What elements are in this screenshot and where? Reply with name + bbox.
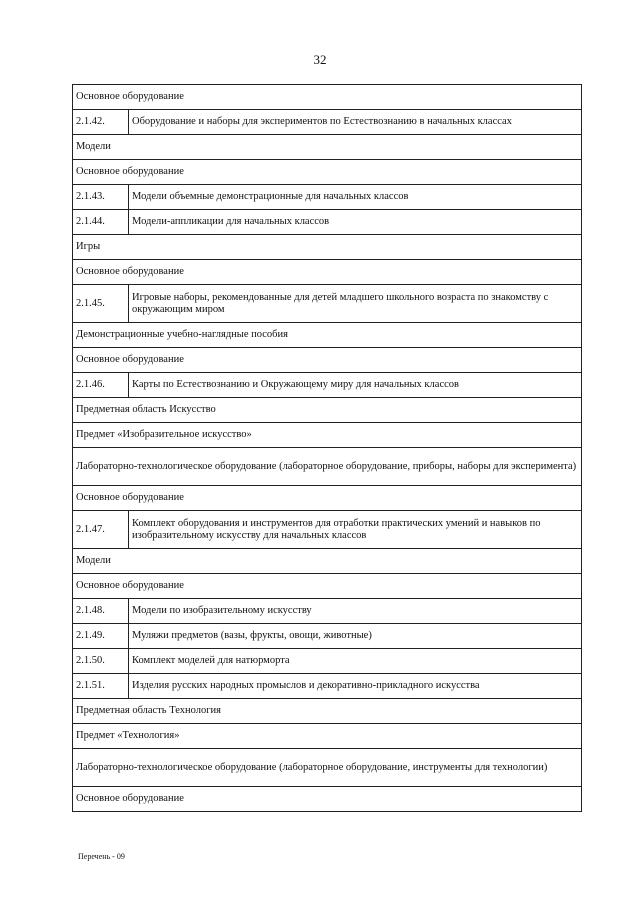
section-cell: Основное оборудование bbox=[73, 348, 582, 373]
section-cell: Лабораторно-технологическое оборудование (лабораторное оборудование, приборы, наборы для эксперимента) bbox=[73, 448, 582, 486]
item-row bbox=[73, 511, 582, 549]
page-number: 32 bbox=[313, 52, 327, 67]
section-row bbox=[73, 574, 582, 599]
section-row bbox=[73, 699, 582, 724]
item-number: 2.1.50. bbox=[73, 649, 129, 674]
item-number: 2.1.44. bbox=[73, 210, 129, 235]
section-row bbox=[73, 448, 582, 486]
item-description: Модели объемные демонстрационные для начальных классов bbox=[129, 185, 582, 210]
item-description: Оборудование и наборы для экспериментов по Естествознанию в начальных классах bbox=[129, 110, 582, 135]
item-number: 2.1.43. bbox=[73, 185, 129, 210]
item-description: Модели по изобразительному искусству bbox=[129, 599, 582, 624]
item-row bbox=[73, 285, 582, 323]
section-row bbox=[73, 348, 582, 373]
item-description: Муляжи предметов (вазы, фрукты, овощи, животные) bbox=[129, 624, 582, 649]
section-row bbox=[73, 323, 582, 348]
item-number: 2.1.45. bbox=[73, 285, 129, 323]
item-row bbox=[73, 185, 582, 210]
section-cell: Модели bbox=[73, 549, 582, 574]
section-row bbox=[73, 398, 582, 423]
section-row bbox=[73, 724, 582, 749]
section-cell: Демонстрационные учебно-наглядные пособия bbox=[73, 323, 582, 348]
item-row bbox=[73, 210, 582, 235]
item-number: 2.1.51. bbox=[73, 674, 129, 699]
section-row bbox=[73, 749, 582, 787]
document-footer: Перечень - 09 bbox=[78, 852, 125, 861]
item-description: Модели-аппликации для начальных классов bbox=[129, 210, 582, 235]
section-row bbox=[73, 260, 582, 285]
section-row bbox=[73, 135, 582, 160]
section-cell: Предметная область Искусство bbox=[73, 398, 582, 423]
item-description: Изделия русских народных промыслов и декоративно-прикладного искусства bbox=[129, 674, 582, 699]
item-number: 2.1.46. bbox=[73, 373, 129, 398]
section-row bbox=[73, 423, 582, 448]
item-row bbox=[73, 599, 582, 624]
section-cell: Основное оборудование bbox=[73, 574, 582, 599]
section-row bbox=[73, 549, 582, 574]
section-cell: Предмет «Изобразительное искусство» bbox=[73, 423, 582, 448]
section-row bbox=[73, 235, 582, 260]
section-cell: Игры bbox=[73, 235, 582, 260]
section-row bbox=[73, 787, 582, 812]
item-row bbox=[73, 674, 582, 699]
section-cell: Предмет «Технология» bbox=[73, 724, 582, 749]
section-row bbox=[73, 160, 582, 185]
section-cell: Основное оборудование bbox=[73, 160, 582, 185]
section-cell: Основное оборудование bbox=[73, 486, 582, 511]
section-cell: Основное оборудование bbox=[73, 787, 582, 812]
item-description: Комплект оборудования и инструментов для отработки практических умений и навыков по изобразительному искусству для начальных классов bbox=[129, 511, 582, 549]
section-cell: Основное оборудование bbox=[73, 260, 582, 285]
section-cell: Основное оборудование bbox=[73, 85, 582, 110]
item-row bbox=[73, 649, 582, 674]
section-row bbox=[73, 486, 582, 511]
item-number: 2.1.48. bbox=[73, 599, 129, 624]
item-row bbox=[73, 373, 582, 398]
section-row bbox=[73, 85, 582, 110]
item-number: 2.1.47. bbox=[73, 511, 129, 549]
item-number: 2.1.42. bbox=[73, 110, 129, 135]
section-cell: Модели bbox=[73, 135, 582, 160]
item-number: 2.1.49. bbox=[73, 624, 129, 649]
item-row bbox=[73, 624, 582, 649]
item-row bbox=[73, 110, 582, 135]
section-cell: Предметная область Технология bbox=[73, 699, 582, 724]
item-description: Карты по Естествознанию и Окружающему миру для начальных классов bbox=[129, 373, 582, 398]
item-description: Игровые наборы, рекомендованные для детей младшего школьного возраста по знакомству с окружающим миром bbox=[129, 285, 582, 323]
equipment-table bbox=[72, 84, 582, 812]
section-cell: Лабораторно-технологическое оборудование (лабораторное оборудование, инструменты для технологии) bbox=[73, 749, 582, 787]
item-description: Комплект моделей для натюрморта bbox=[129, 649, 582, 674]
